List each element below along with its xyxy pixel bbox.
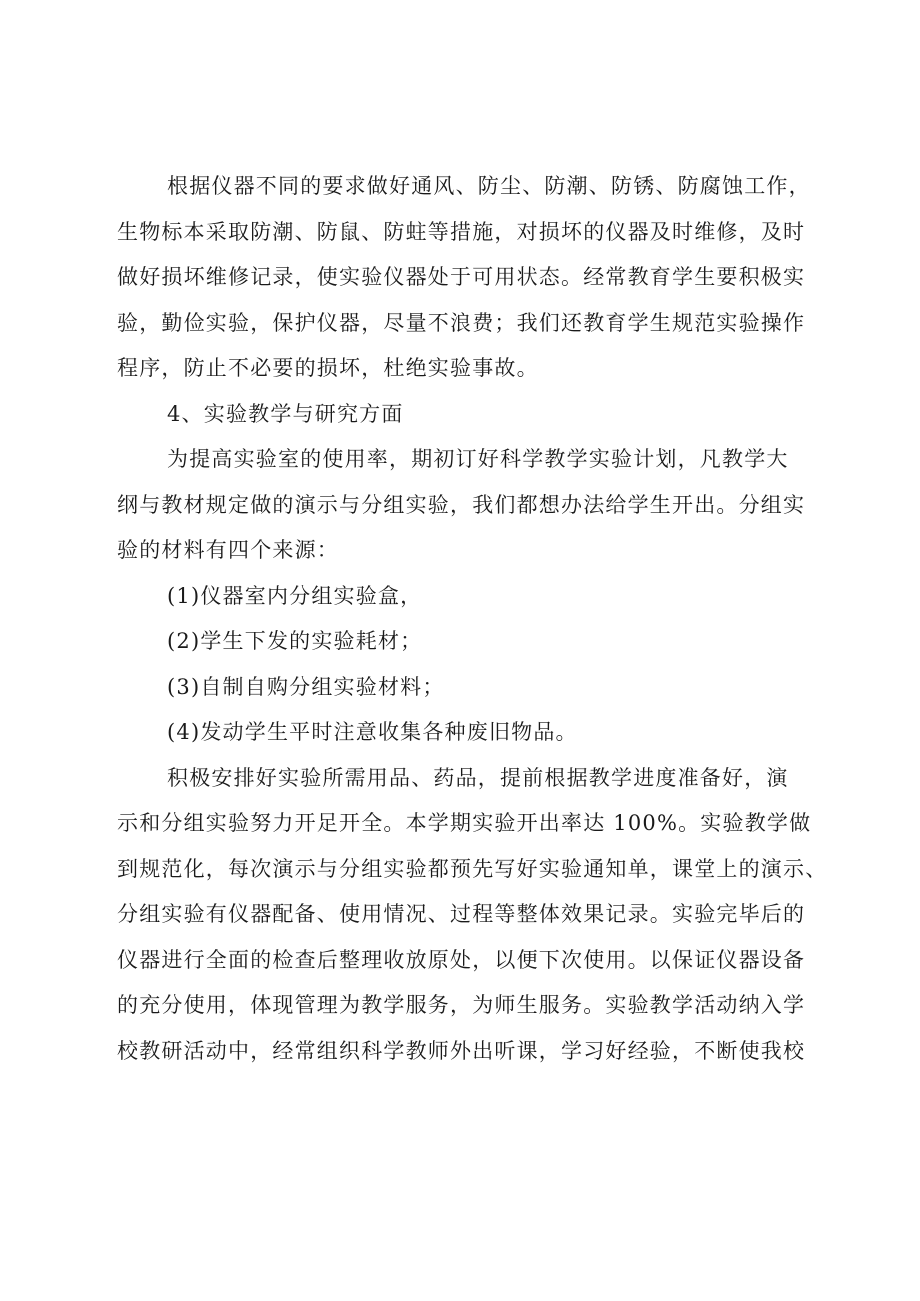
paragraph-experiment-arrangement [117,756,829,1075]
text-line: 生物标本采取防潮、防鼠、防蛀等措施，对损坏的仪器及时维修，及时 [117,219,806,244]
text-line: 为提高实验室的使用率，期初订好科学教学实验计划，凡教学大 [167,447,789,471]
text-line: 示和分组实验努力开足开全。本学期实验开出率达 100%。实验教学做 [117,811,812,835]
list-item [117,710,829,756]
list-item [117,619,829,665]
text-line: 分组实验有仪器配备、使用情况、过程等整体效果记录。实验完毕后的 [117,902,806,926]
paragraph-usage-rate [117,437,829,574]
text-line: 积极安排好实验所需用品、药品，提前根据教学进度准备好，演 [167,765,789,790]
paragraph-equipment-maintenance [117,164,829,392]
list-item-text: (3)自制自购分组实验材料； [167,674,445,699]
text-line: 纲与教材规定做的演示与分组实验，我们都想办法给学生开出。分组实 [117,492,806,517]
text-line: 校教研活动中，经常组织科学教师外出听课，学习好经验，不断使我校 [117,1038,806,1063]
text-line: 做好损坏维修记录，使实验仪器处于可用状态。经常教育学生要积极实 [117,265,806,289]
list-item-text: (2)学生下发的实验耗材； [167,629,423,653]
section-heading [117,392,829,438]
text-line: 到规范化，每次演示与分组实验都预先写好实验通知单，课堂上的演示、 [117,856,828,881]
document-body [117,164,829,1074]
text-line: 程序，防止不必要的损坏，杜绝实验事故。 [117,356,539,380]
text-line: 的充分使用，体现管理为教学服务，为师生服务。实验教学活动纳入学 [117,993,806,1017]
list-item [117,574,829,620]
list-item-text: (4)发动学生平时注意收集各种废旧物品。 [167,720,578,744]
text-line: 验的材料有四个来源： [117,538,339,562]
text-line: 根据仪器不同的要求做好通风、防尘、防潮、防锈、防腐蚀工作， [167,174,811,198]
text-line: 验，勤俭实验，保护仪器，尽量不浪费；我们还教育学生规范实验操作 [117,310,806,335]
text-line: 仪器进行全面的检查后整理收放原处，以便下次使用。以保证仪器设备 [117,947,806,972]
list-item-text: (1)仪器室内分组实验盒， [167,583,423,608]
list-item [117,665,829,711]
heading-line: 4、实验教学与研究方面 [167,401,404,426]
